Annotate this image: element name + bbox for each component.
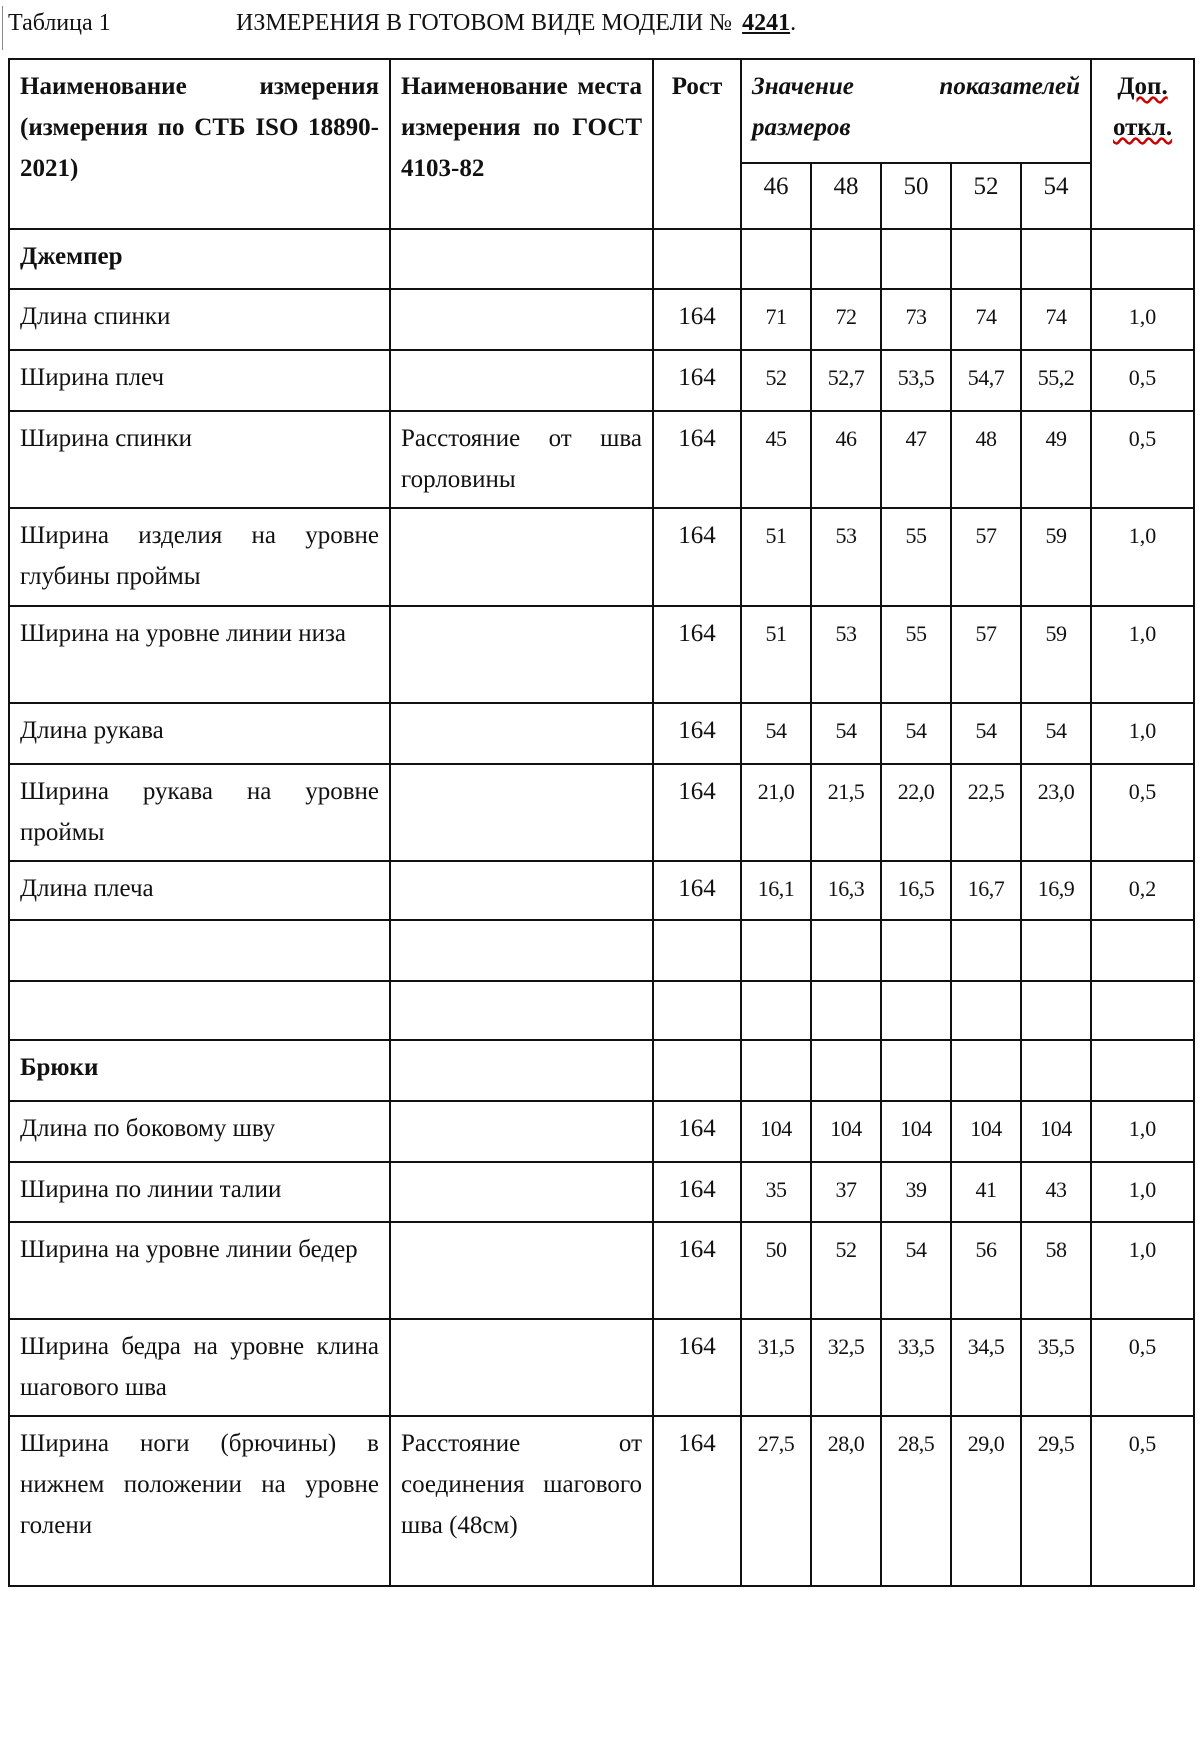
empty-row [9,920,1194,981]
cell-tolerance: 1,0 [1091,508,1194,606]
cell-value-empty [951,1040,1021,1101]
cell-value-empty [811,920,881,981]
cell-size-value: 56 [951,1222,1021,1319]
cell-size-value: 55 [881,606,951,703]
table-row [9,1162,1194,1222]
cell-size-value: 35,5 [1021,1319,1091,1416]
table-label: Таблица 1 [8,10,111,36]
cell-value-empty [811,1040,881,1101]
cell-tolerance: 0,2 [1091,861,1194,920]
cell-size-value: 39 [881,1162,951,1222]
cell-height: 164 [653,606,741,703]
cell-place-empty [390,920,653,981]
table-title [236,4,796,42]
header-size-50: 50 [881,163,951,229]
table-row [9,289,1194,350]
cell-size-value: 50 [741,1222,811,1319]
cell-measurement-place [390,289,653,350]
cell-size-value: 54 [1021,703,1091,764]
cell-size-value: 16,1 [741,861,811,920]
cell-size-value: 34,5 [951,1319,1021,1416]
header-size-values: Значение показателей размеров [741,59,1091,163]
cell-measurement-name: Длина спинки [9,289,390,350]
cell-value-empty [951,229,1021,289]
cell-value-empty [1021,981,1091,1040]
cell-height: 164 [653,350,741,411]
cell-height: 164 [653,1416,741,1586]
cell-size-value: 104 [741,1101,811,1162]
cell-tolerance: 0,5 [1091,1416,1194,1586]
cell-value-empty [741,920,811,981]
cell-size-value: 52 [741,350,811,411]
cell-place-empty [390,1040,653,1101]
cell-height: 164 [653,1319,741,1416]
cell-measurement-name: Ширина плеч [9,350,390,411]
table-row [9,1416,1194,1586]
cell-size-value: 57 [951,606,1021,703]
cell-size-value: 28,5 [881,1416,951,1586]
cell-value-empty [951,981,1021,1040]
cell-measurement-name: Длина по боковому шву [9,1101,390,1162]
section-title: Брюки [9,1040,390,1101]
cell-tolerance: 0,5 [1091,764,1194,861]
cell-size-value: 33,5 [881,1319,951,1416]
cell-tolerance: 1,0 [1091,1101,1194,1162]
cell-value-empty [1021,1040,1091,1101]
cell-height: 164 [653,764,741,861]
cell-tolerance: 0,5 [1091,350,1194,411]
cell-measurement-place [390,1319,653,1416]
cell-measurement-place [390,1222,653,1319]
header-size-52: 52 [951,163,1021,229]
cell-tolerance: 1,0 [1091,1162,1194,1222]
cell-value-empty [811,981,881,1040]
cell-size-value: 55,2 [1021,350,1091,411]
cell-size-value: 52,7 [811,350,881,411]
cell-measurement-name: Ширина изделия на уровне глубины проймы [9,508,390,606]
section-row [9,229,1194,289]
cell-measurement-place [390,1101,653,1162]
cell-size-value: 57 [951,508,1021,606]
cell-height: 164 [653,1101,741,1162]
cell-tolerance: 1,0 [1091,606,1194,703]
table-row [9,1319,1194,1416]
table-row [9,764,1194,861]
cell-value-empty [811,229,881,289]
cell-size-value: 74 [1021,289,1091,350]
cell-height: 164 [653,1162,741,1222]
cell-size-value: 29,5 [1021,1416,1091,1586]
cell-value-empty [1021,229,1091,289]
cell-size-value: 54 [741,703,811,764]
cell-height: 164 [653,861,741,920]
table-row [9,411,1194,508]
cell-measurement-name: Ширина по линии талии [9,1162,390,1222]
cell-size-value: 54 [951,703,1021,764]
cell-size-value: 73 [881,289,951,350]
header-measurement-name: Наименование измерения (измерения по СТБ ISO 18890-2021) [9,59,390,229]
title-trailing: . [790,10,797,36]
empty-row [9,981,1194,1040]
cell-name-empty [9,920,390,981]
cell-size-value: 54 [811,703,881,764]
header-size-46: 46 [741,163,811,229]
cell-size-value: 27,5 [741,1416,811,1586]
cell-measurement-place [390,606,653,703]
cell-measurement-name: Ширина спинки [9,411,390,508]
cell-size-value: 53 [811,508,881,606]
cell-size-value: 35 [741,1162,811,1222]
cell-size-value: 54 [881,1222,951,1319]
cell-measurement-name: Ширина ноги (брючины) в нижнем положении на уровне голени [9,1416,390,1586]
cell-height: 164 [653,508,741,606]
cell-size-value: 16,3 [811,861,881,920]
cell-size-value: 32,5 [811,1319,881,1416]
table-header [9,59,1194,229]
cell-measurement-name: Ширина на уровне линии бедер [9,1222,390,1319]
cell-measurement-name: Ширина рукава на уровне проймы [9,764,390,861]
measurements-table [8,58,1195,1587]
cell-size-value: 22,5 [951,764,1021,861]
cell-measurement-name: Длина рукава [9,703,390,764]
cell-tolerance: 1,0 [1091,1222,1194,1319]
table-row [9,508,1194,606]
cell-size-value: 104 [811,1101,881,1162]
cell-height-empty [653,229,741,289]
cell-size-value: 28,0 [811,1416,881,1586]
cell-size-value: 16,7 [951,861,1021,920]
cell-size-value: 21,0 [741,764,811,861]
cell-value-empty [881,981,951,1040]
cell-size-value: 51 [741,606,811,703]
cell-size-value: 59 [1021,508,1091,606]
cell-size-value: 53,5 [881,350,951,411]
cell-size-value: 74 [951,289,1021,350]
cell-measurement-name: Ширина на уровне линии низа [9,606,390,703]
cell-value-empty [741,1040,811,1101]
cell-measurement-place [390,508,653,606]
cell-tolerance: 0,5 [1091,1319,1194,1416]
cell-measurement-place [390,1162,653,1222]
cell-value-empty [1021,920,1091,981]
cell-height-empty [653,1040,741,1101]
cell-size-value: 104 [881,1101,951,1162]
cell-value-empty [951,920,1021,981]
cell-measurement-place [390,703,653,764]
table-body [9,229,1194,1586]
table-row [9,1101,1194,1162]
cell-size-value: 55 [881,508,951,606]
cell-tolerance-empty [1091,1040,1194,1101]
cell-tolerance: 1,0 [1091,289,1194,350]
cell-size-value: 31,5 [741,1319,811,1416]
cell-size-value: 58 [1021,1222,1091,1319]
cell-tolerance-empty [1091,981,1194,1040]
cell-size-value: 29,0 [951,1416,1021,1586]
cell-measurement-place [390,350,653,411]
header-height: Рост [653,59,741,229]
cell-size-value: 47 [881,411,951,508]
cell-size-value: 72 [811,289,881,350]
cell-tolerance: 0,5 [1091,411,1194,508]
cell-size-value: 52 [811,1222,881,1319]
cell-size-value: 104 [951,1101,1021,1162]
cell-size-value: 71 [741,289,811,350]
model-number: 4241 [742,10,791,36]
header-size-48: 48 [811,163,881,229]
cell-size-value: 37 [811,1162,881,1222]
cell-tolerance-empty [1091,229,1194,289]
section-title: Джемпер [9,229,390,289]
cell-size-value: 104 [1021,1101,1091,1162]
cell-value-empty [741,229,811,289]
cell-measurement-name: Длина плеча [9,861,390,920]
cell-size-value: 16,5 [881,861,951,920]
cell-size-value: 43 [1021,1162,1091,1222]
cell-measurement-place: Расстояние от шва горловины [390,411,653,508]
cell-name-empty [9,981,390,1040]
cell-value-empty [881,920,951,981]
cell-measurement-name: Ширина бедра на уровне клина шагового шва [9,1319,390,1416]
cell-height-empty [653,920,741,981]
cell-measurement-place [390,861,653,920]
table-row [9,350,1194,411]
table-title-text: ИЗМЕРЕНИЯ В ГОТОВОМ ВИДЕ МОДЕЛИ № [236,10,733,36]
cell-size-value: 54 [881,703,951,764]
cell-size-value: 59 [1021,606,1091,703]
cell-tolerance: 1,0 [1091,703,1194,764]
cell-size-value: 46 [811,411,881,508]
cell-size-value: 53 [811,606,881,703]
text-cursor-marker [2,6,3,50]
header-measurement-place: Наименование места измерения по ГОСТ 4103-82 [390,59,653,229]
section-row [9,1040,1194,1101]
cell-size-value: 48 [951,411,1021,508]
cell-size-value: 54,7 [951,350,1021,411]
cell-height: 164 [653,703,741,764]
cell-size-value: 45 [741,411,811,508]
cell-size-value: 21,5 [811,764,881,861]
header-size-54: 54 [1021,163,1091,229]
cell-place-empty [390,981,653,1040]
cell-size-value: 51 [741,508,811,606]
header-tolerance: Доп. откл. [1091,59,1194,229]
table-row [9,606,1194,703]
cell-size-value: 23,0 [1021,764,1091,861]
cell-measurement-place: Расстояние от соединения шагового шва (48см) [390,1416,653,1586]
cell-value-empty [881,229,951,289]
cell-place-empty [390,229,653,289]
cell-measurement-place [390,764,653,861]
cell-height: 164 [653,289,741,350]
cell-value-empty [741,981,811,1040]
cell-height: 164 [653,1222,741,1319]
cell-height-empty [653,981,741,1040]
cell-size-value: 16,9 [1021,861,1091,920]
cell-height: 164 [653,411,741,508]
cell-size-value: 49 [1021,411,1091,508]
cell-value-empty [881,1040,951,1101]
table-row [9,861,1194,920]
cell-size-value: 22,0 [881,764,951,861]
table-row [9,1222,1194,1319]
cell-size-value: 41 [951,1162,1021,1222]
table-row [9,703,1194,764]
table-caption [8,4,1188,42]
cell-tolerance-empty [1091,920,1194,981]
